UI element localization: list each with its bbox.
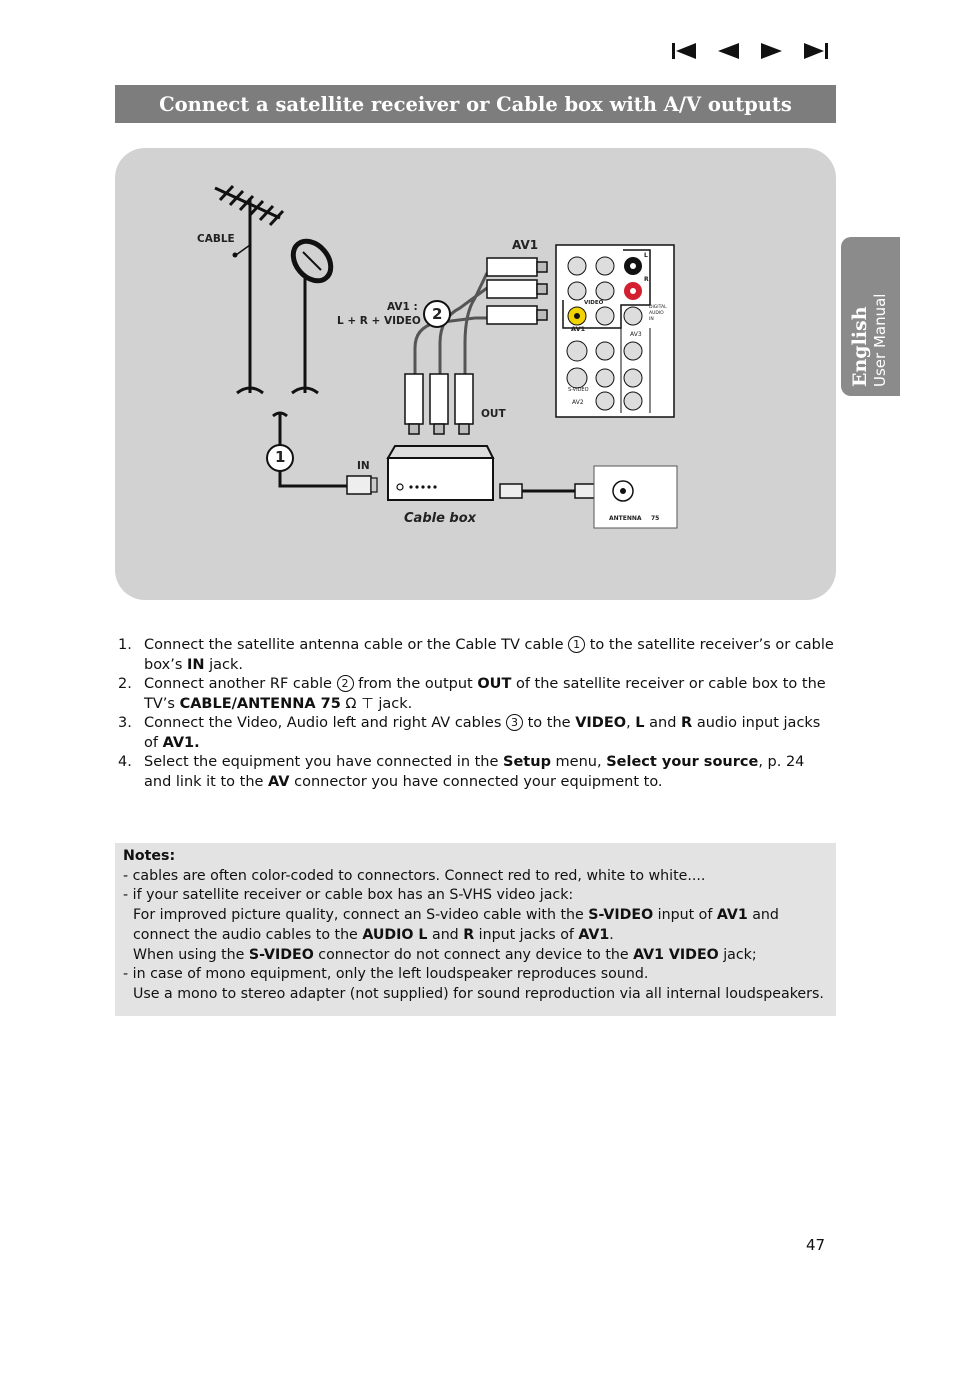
notes-text: For improved picture quality, connect an S-video cable with the [133,907,589,924]
step-text: from the output [353,676,478,692]
step-text: , p. 24 and link it to the [144,754,805,790]
notes-heading: Notes: [123,848,176,864]
cable-label: CABLE [197,233,235,245]
satellite-dish-icon [286,234,339,393]
language-label: English [849,306,871,387]
step-keyword: L [635,715,645,731]
step-text: audio input jacks of [144,715,821,751]
notes-keyword: AV1 VIDEO [633,946,719,963]
av1-lrvideo-label: L + R + VIDEO [337,315,421,327]
in-label: IN [357,460,370,472]
panel-av1-label: AV1 [571,325,586,333]
next-page-icon[interactable] [759,40,785,62]
panel-svideo-label: S-VIDEO [568,387,589,393]
notes-line: - if your satellite receiver or cable box has an S-VHS video jack: [123,887,574,904]
step-keyword: CABLE/ANTENNA 75 [179,695,341,712]
language-tab[interactable] [841,237,900,396]
page-number: 47 [806,1236,826,1254]
step-text: Connect another RF cable [144,676,337,692]
step-text: of the satellite receiver or cable box to the TV’s [144,676,826,712]
step-keyword: Select your source [606,754,759,770]
antenna-label: ANTENNA [609,515,642,522]
step-item [115,636,836,675]
step-keyword: VIDEO [575,715,627,731]
notes-text: input jacks of [474,926,579,943]
callout-badge: 2 [337,675,354,692]
av1-sub-label: AV1 : [387,301,418,313]
notes-text: and connect the audio cables to the [133,907,779,943]
step-text: jack. [204,656,244,673]
step-number: 3. [118,715,132,731]
out-label: OUT [481,408,506,420]
panel-digital-label: DIGITAL [649,305,667,310]
notes-line: Use a mono to stereo adapter (not supplied) for sound reproduction via all internal loudspeakers. [133,985,824,1002]
cable-box-caption: Cable box [404,511,477,526]
notes-text: . [609,926,614,943]
step-keyword: OUT [477,676,512,692]
notes-keyword: R [463,926,475,943]
page-title [115,85,836,123]
ohm-label: 75 [651,515,660,522]
notes-line [123,906,828,945]
step-keyword: AV1. [162,734,200,751]
notes-keyword: S-VIDEO [248,946,314,963]
instruction-steps [115,636,836,792]
panel-video-label: VIDEO [584,300,604,306]
notes-keyword: AV1 [716,907,748,924]
step-text: to the [523,715,576,731]
step-text: , [626,715,636,731]
step-keyword: IN [186,656,205,673]
step-text: menu, [550,754,607,770]
notes-text: and [427,926,464,943]
callout-1: 1 [275,448,286,466]
notes-box [115,843,836,1016]
notes-text: jack; [718,946,757,963]
cable-box-icon [388,446,493,500]
notes-line [123,946,828,966]
step-keyword: AV [268,773,290,790]
notes-line: - in case of mono equipment, only the left loudspeaker reproduces sound. [123,966,649,983]
panel-av3-label: AV3 [630,331,642,338]
page-navigation [671,40,829,62]
step-number: 4. [118,754,132,770]
notes-keyword: AUDIO L [362,926,428,943]
first-page-icon[interactable] [671,40,697,62]
panel-r-label: R [644,276,649,283]
step-number: 1. [118,637,132,653]
step-keyword: Setup [503,754,551,770]
step-text: Select the equipment you have connected in the [144,754,504,770]
step-text: to the satellite receiver’s or cable box’s [144,637,834,673]
previous-page-icon[interactable] [715,40,741,62]
last-page-icon[interactable] [803,40,829,62]
step-text: and [644,715,682,731]
page-title-text: Connect a satellite receiver or Cable box with A/V outputs [159,92,792,116]
av1-label: AV1 [512,238,539,252]
notes-text: connector do not connect any device to the [313,946,634,963]
callout-badge: 1 [568,636,585,653]
antenna-icon [215,186,283,393]
notes-keyword: S-VIDEO [588,907,654,924]
diagram-drawing [115,148,836,600]
panel-audio-label: AUDIO [649,311,664,316]
notes-line: - cables are often color-coded to connectors. Connect red to red, white to white.... [123,867,706,884]
step-keyword: R [681,715,693,731]
callout-badge: 3 [506,714,523,731]
step-item [115,753,836,792]
panel-l-label: L [644,252,648,259]
panel-in-label: IN [649,317,654,322]
notes-keyword: AV1 [578,926,610,943]
step-text: Connect the satellite antenna cable or the Cable TV cable [144,637,569,653]
step-item [115,714,836,753]
step-text: Connect the Video, Audio left and right AV cables [144,715,506,731]
step-number: 2. [118,676,132,692]
notes-text: When using the [133,946,249,963]
step-text: Ω ⊤ jack. [340,695,413,712]
callout-2: 2 [432,305,443,323]
step-item [115,675,836,714]
connection-diagram [115,148,836,600]
manual-label: User Manual [871,293,889,387]
panel-av2-label: AV2 [572,399,584,406]
notes-text: input of [653,907,717,924]
step-text: connector you have connected your equipment to. [289,773,663,790]
